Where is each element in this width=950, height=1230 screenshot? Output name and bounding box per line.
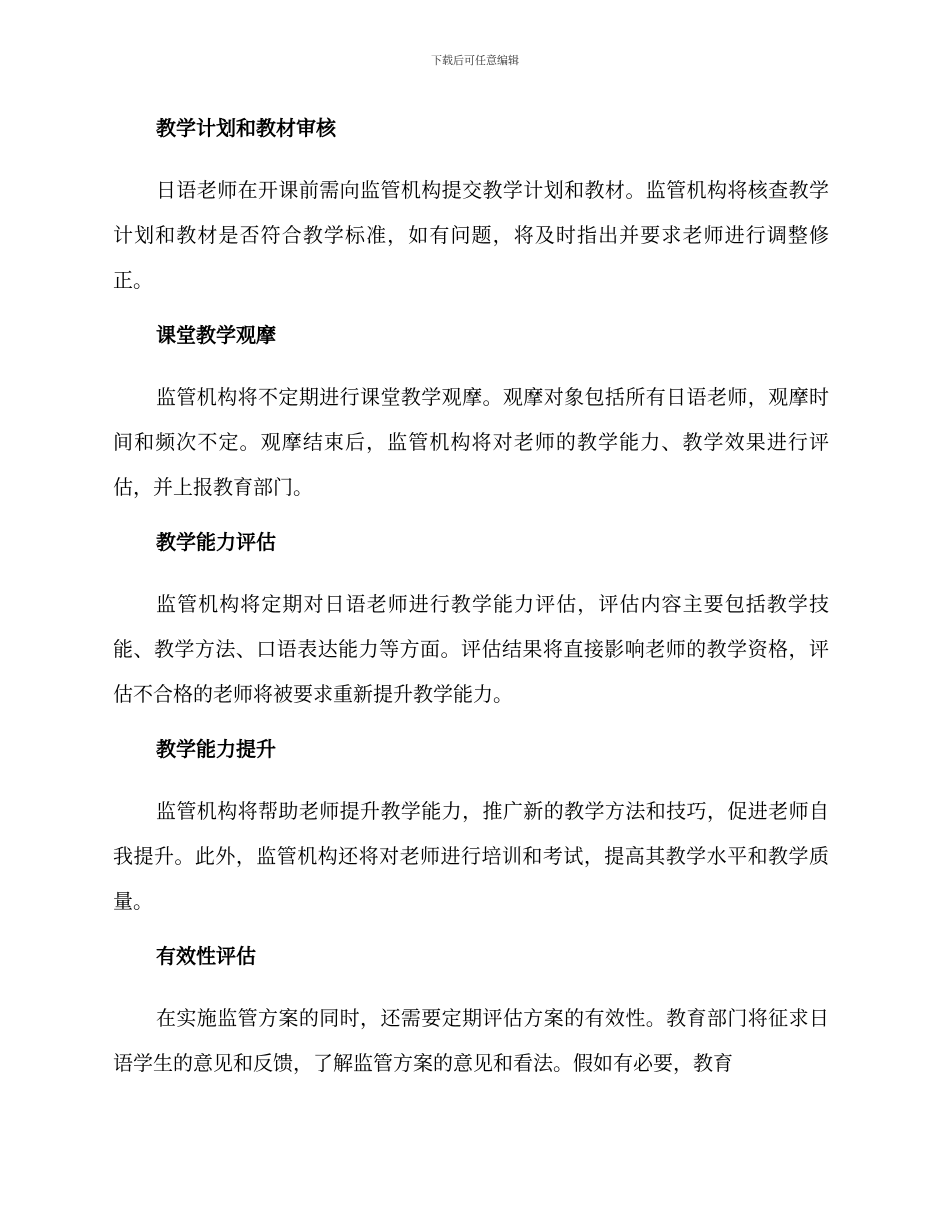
section-classroom-observation <box>113 319 829 510</box>
section-heading: 有效性评估 <box>156 944 256 968</box>
document-body <box>113 112 829 1102</box>
section-paragraph: 日语老师在开课前需向监管机构提交教学计划和教材。监管机构将核查教学计划和教材是否符合教学标准，如有问题，将及时指出并要求老师进行调整修正。 <box>113 178 829 292</box>
section-lesson-plan-review <box>113 112 829 303</box>
section-paragraph: 监管机构将帮助老师提升教学能力，推广新的教学方法和技巧，促进老师自我提升。此外，监管机构还将对老师进行培训和考试，提高其教学水平和教学质量。 <box>113 799 829 913</box>
section-paragraph: 监管机构将定期对日语老师进行教学能力评估，评估内容主要包括教学技能、教学方法、口语表达能力等方面。评估结果将直接影响老师的教学资格，评估不合格的老师将被要求重新提升教学能力。 <box>113 592 829 706</box>
section-ability-assessment <box>113 526 829 717</box>
section-heading: 教学计划和教材审核 <box>156 116 336 140</box>
section-heading: 教学能力评估 <box>156 530 276 554</box>
section-heading: 课堂教学观摩 <box>156 323 276 347</box>
section-paragraph: 在实施监管方案的同时，还需要定期评估方案的有效性。教育部门将征求日语学生的意见和反馈，了解监管方案的意见和看法。假如有必要，教育 <box>113 1006 829 1075</box>
page-header: 下载后可任意编辑 <box>431 54 519 67</box>
section-effectiveness-assessment <box>113 940 829 1086</box>
section-heading: 教学能力提升 <box>156 737 276 761</box>
section-paragraph: 监管机构将不定期进行课堂教学观摩。观摩对象包括所有日语老师，观摩时间和频次不定。观摩结束后，监管机构将对老师的教学能力、教学效果进行评估，并上报教育部门。 <box>113 385 829 499</box>
section-ability-improvement <box>113 733 829 924</box>
